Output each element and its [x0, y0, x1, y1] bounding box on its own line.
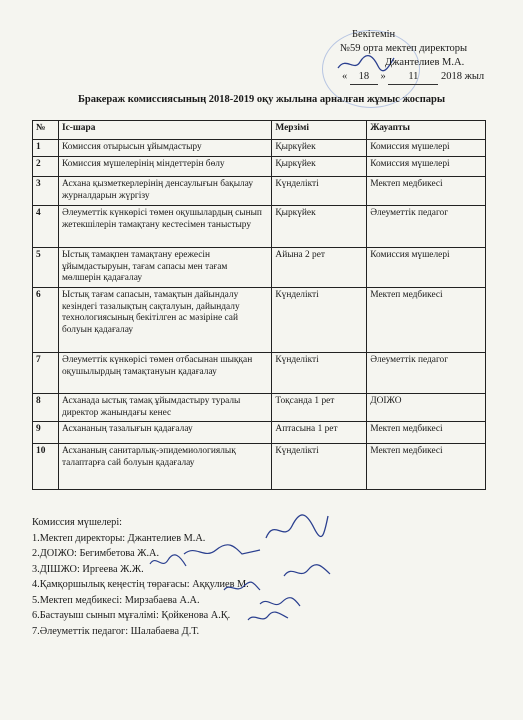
signature-board-chair — [282, 562, 332, 582]
date-day: 18 — [350, 70, 378, 85]
row-deadline: Қыркүйек — [272, 206, 367, 248]
row-deadline: Күнделікті — [272, 353, 367, 394]
member-line: 5.Мектеп медбикесі: Мирзабаева А.А. — [32, 594, 200, 606]
table-row — [33, 248, 486, 288]
row-activity: Асханада ыстық тамақ ұйымдастыру туралы директор жанындағы кенес — [58, 394, 271, 422]
row-number: 6 — [33, 288, 59, 353]
approval-director-name: Джантелиев М.А. — [385, 57, 465, 68]
row-deadline: Күнделікті — [272, 177, 367, 206]
row-responsible: Мектеп медбикесі — [367, 288, 486, 353]
row-responsible: Мектеп медбикесі — [367, 444, 486, 490]
date-month: 11 — [388, 70, 438, 85]
approval-date — [340, 70, 510, 85]
date-year: 2018 жыл — [441, 71, 485, 82]
signature-director — [262, 508, 332, 548]
row-deadline: Күнделікті — [272, 288, 367, 353]
row-deadline: Қыркүйек — [272, 157, 367, 177]
member-line: 2.ДОІЖО: Бегимбетова Ж.А. — [32, 548, 160, 559]
table-row — [33, 206, 486, 248]
commission-members — [32, 515, 249, 639]
signature-nurse — [222, 578, 262, 596]
row-deadline: Тоқсанда 1 рет — [272, 394, 367, 422]
table-row — [33, 288, 486, 353]
row-deadline: Күнделікті — [272, 444, 367, 490]
date-open-quote: « — [342, 71, 348, 82]
row-activity: Комиссия мүшелерінің міндеттерін бөлу — [58, 157, 271, 177]
member-line: 6.Бастауыш сынып мұғалімі: Қойкенова А.Қ. — [32, 610, 231, 621]
row-activity: Ыстық тағам сапасын, тамақтын дайындалу кезіндегі тазалықтың сақталуын, дайындалу технологиясының бекітілген ас мәзіріне сай болуын қадағалау — [58, 288, 271, 353]
row-responsible: Әлеуметтік педагог — [367, 353, 486, 394]
row-responsible: Комиссия мүшелері — [367, 140, 486, 157]
commission-heading: Комиссия мүшелері: — [32, 517, 123, 528]
row-activity: Комиссия отырысын ұйымдастыру — [58, 140, 271, 157]
member-line: 1.Мектеп директоры: Джантелиев М.А. — [32, 532, 206, 544]
table-row — [33, 177, 486, 206]
row-number: 3 — [33, 177, 59, 206]
row-number: 5 — [33, 248, 59, 288]
work-plan-table — [32, 120, 486, 490]
row-responsible: Мектеп медбикесі — [367, 422, 486, 444]
header-activity: Іс-шара — [58, 121, 271, 140]
member-line: 7.Әлеуметтік педагог: Шалабаева Д.Т. — [32, 625, 200, 637]
approval-block — [340, 28, 510, 85]
row-number: 4 — [33, 206, 59, 248]
row-number: 1 — [33, 140, 59, 157]
row-number: 8 — [33, 394, 59, 422]
header-responsible: Жауапты — [367, 121, 486, 140]
row-activity: Асхананың тазалығын қадағалау — [58, 422, 271, 444]
row-number: 7 — [33, 353, 59, 394]
table-row — [33, 353, 486, 394]
row-deadline: Аптасына 1 рет — [272, 422, 367, 444]
row-responsible: Әлеуметтік педагог — [367, 206, 486, 248]
row-activity: Әлеуметтік күнкөрісі төмен оқушылардың сынып жетекшілерін тамақтану кестесімен таныстыру — [58, 206, 271, 248]
member-line: 4.Қамқоршылық кеңестің төрағасы: Аққулиев М. — [32, 579, 249, 590]
signature-doizho — [182, 540, 262, 562]
date-close-quote: » — [380, 71, 386, 82]
signature-social-pedagogue — [246, 608, 290, 626]
row-number: 10 — [33, 444, 59, 490]
row-number: 2 — [33, 157, 59, 177]
table-row — [33, 422, 486, 444]
table-row — [33, 394, 486, 422]
member-line: 3.ДІШЖО: Иргеева Ж.Ж. — [32, 563, 144, 575]
row-responsible: Мектеп медбикесі — [367, 177, 486, 206]
row-deadline: Айына 2 рет — [272, 248, 367, 288]
row-responsible: Комиссия мүшелері — [367, 248, 486, 288]
table-row — [33, 444, 486, 490]
row-activity: Ыстық тамақпен тамақтану ережесін ұйымдастыруын, тағам сапасы мен тағам мөлшерін қадағалау — [58, 248, 271, 288]
row-activity: Асхананың санитарлық-эпидемиологиялық талаптарға сай болуын қадағалау — [58, 444, 271, 490]
table-header-row — [33, 121, 486, 140]
header-deadline: Мерзімі — [272, 121, 367, 140]
row-activity: Асхана қызметкерлерінің денсаулығын бақылау журналдарын жүргізу — [58, 177, 271, 206]
table-row — [33, 140, 486, 157]
row-number: 9 — [33, 422, 59, 444]
row-deadline: Қыркүйек — [272, 140, 367, 157]
table-row — [33, 157, 486, 177]
row-activity: Әлеуметтік күнкөрісі төмен отбасынан шыққан оқушылырдың тамақтануын қадағалау — [58, 353, 271, 394]
approval-heading: Бекітемін — [352, 29, 396, 40]
row-responsible: ДОІЖО — [367, 394, 486, 422]
header-number: № — [33, 121, 59, 140]
approval-position: №59 орта мектеп директоры — [340, 43, 468, 54]
document-title: Бракераж комиссиясының 2018-2019 оқу жылына арналған жұмыс жоспары — [77, 94, 446, 105]
row-responsible: Комиссия мүшелері — [367, 157, 486, 177]
signature-dishzho — [148, 552, 188, 572]
